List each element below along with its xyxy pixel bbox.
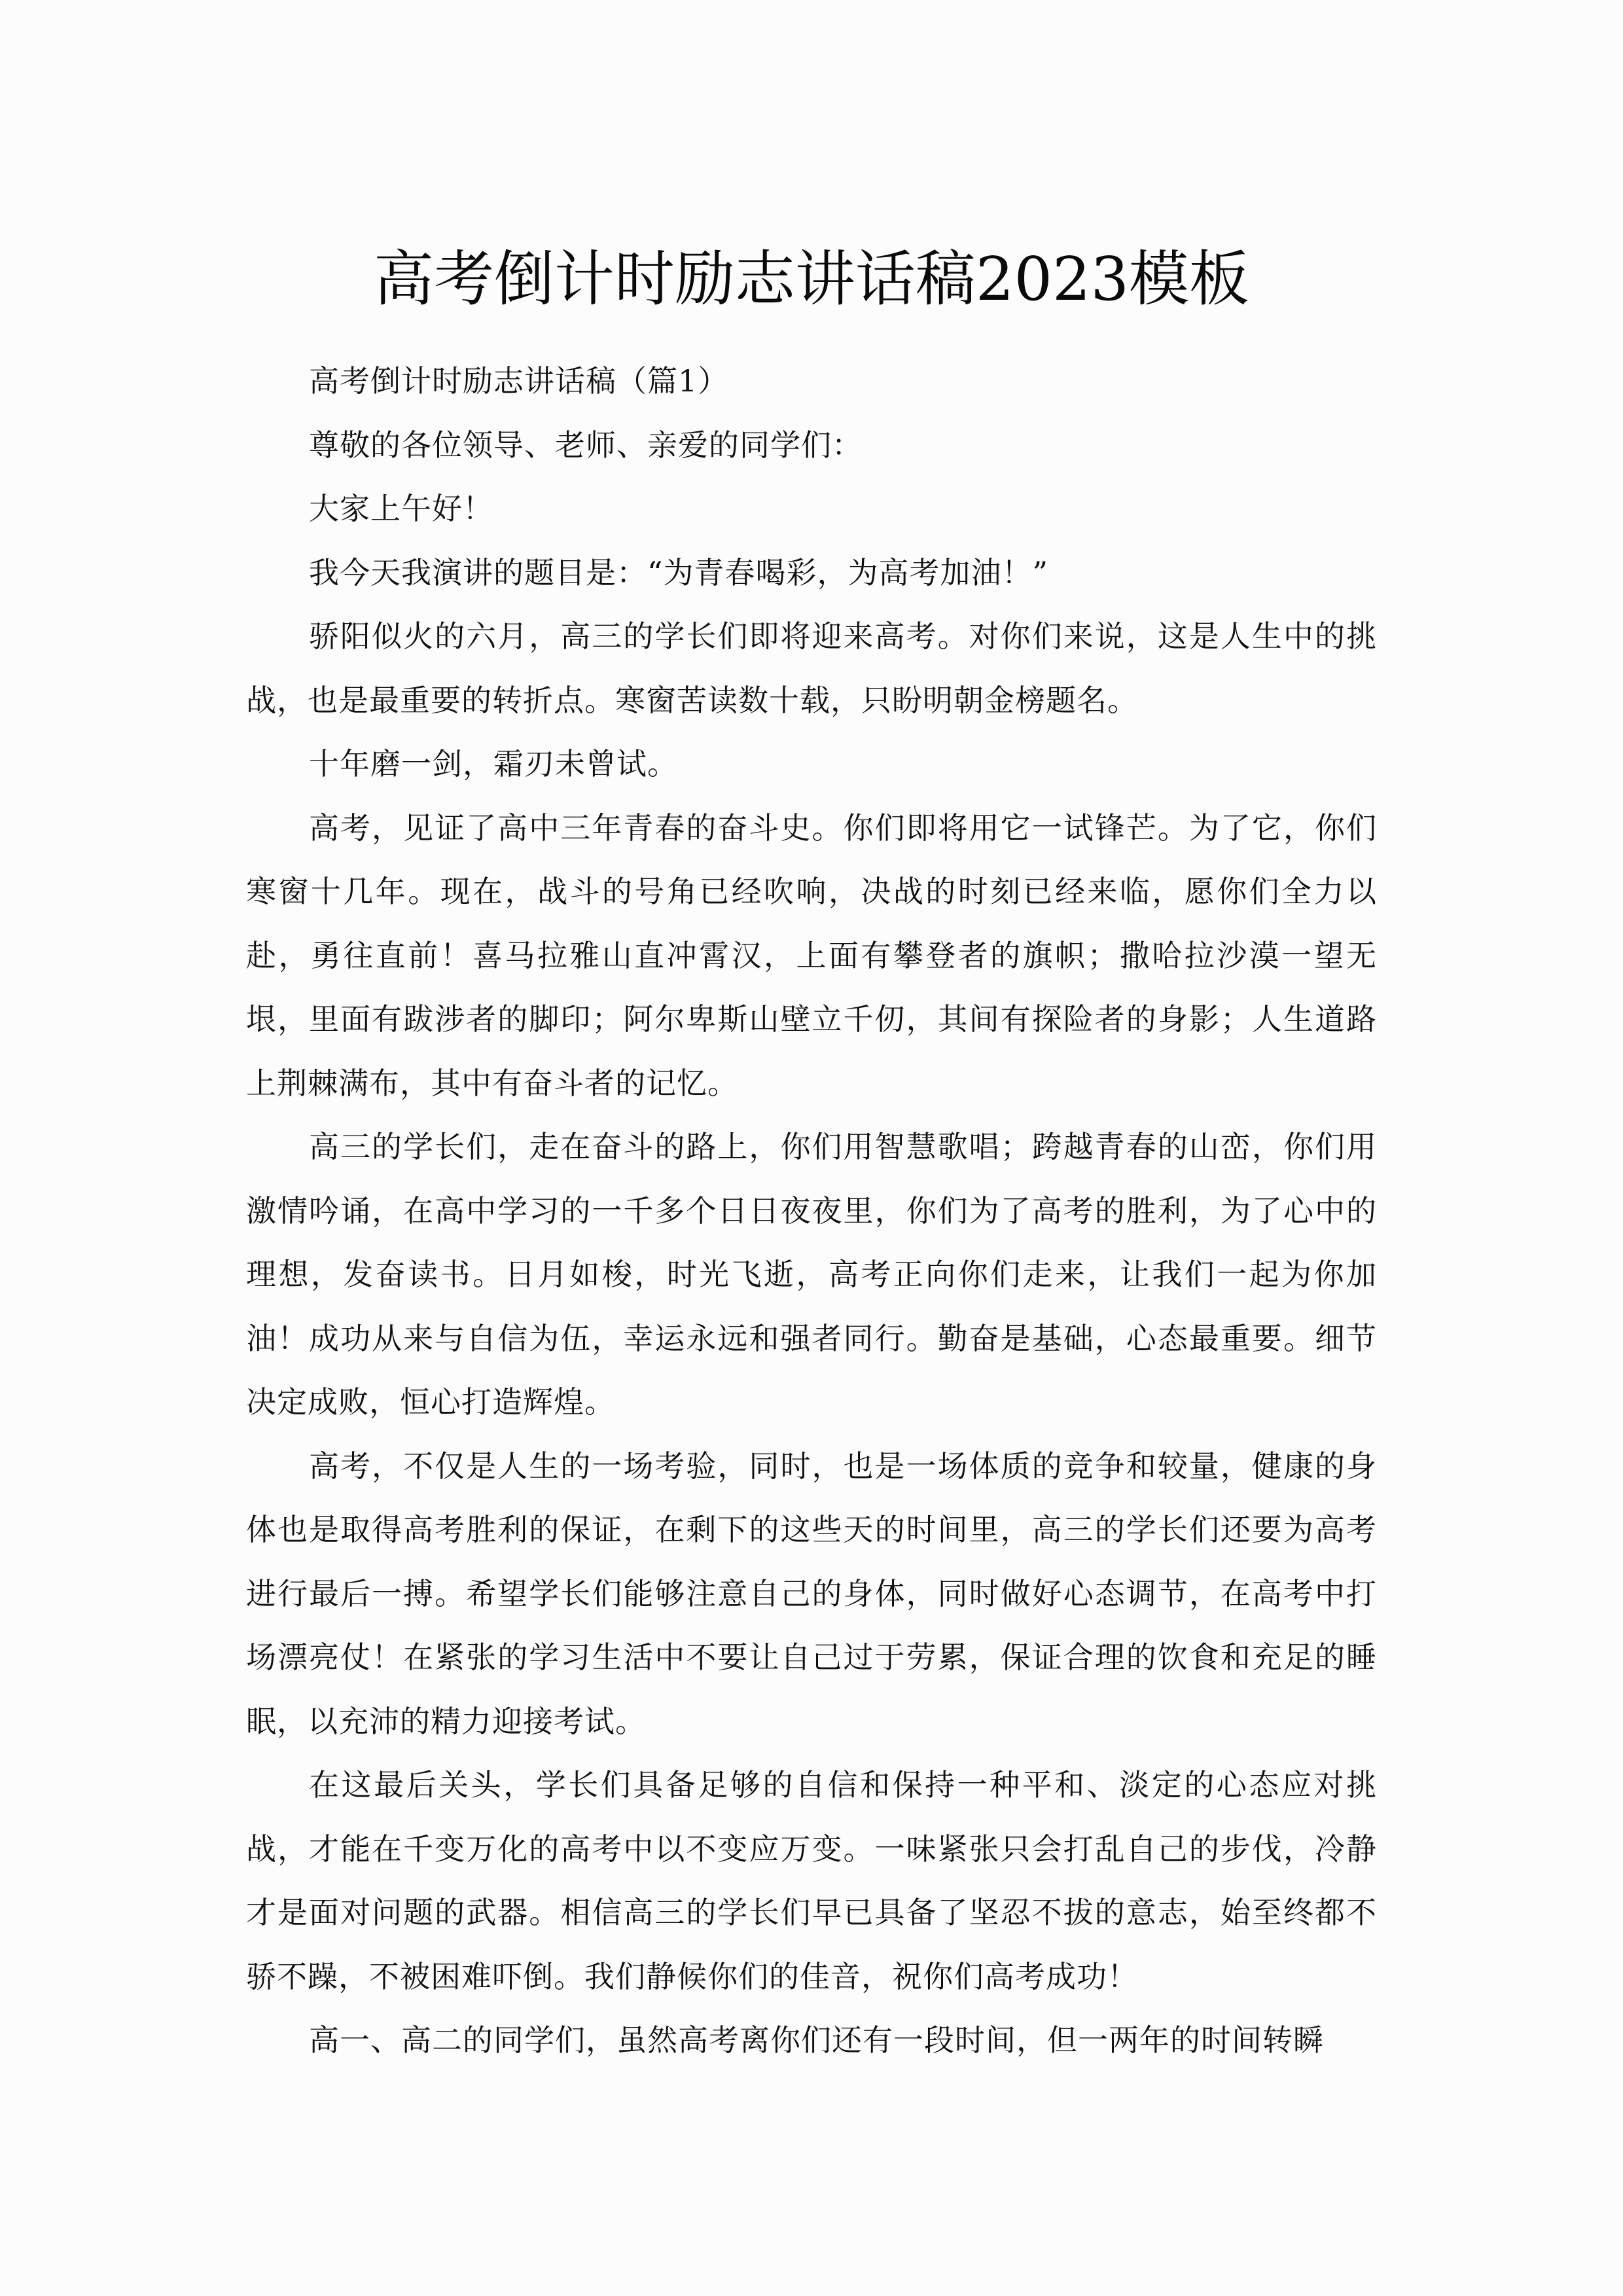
paragraph: 高考，不仅是人生的一场考验，同时，也是一场体质的竞争和较量，健康的身体也是取得高考胜利的保证，在剩下的这些天的时间里，高三的学长们还要为高考进行最后一搏。希望学长们能够注意自己的身体，同时做好心态调节，在高考中打场漂亮仗！在紧张的学习生活中不要让自己过于劳累，保证合理的饮食和充足的睡眠，以充沛的精力迎接考试。 — [246, 1448, 1377, 1739]
document-title: 高考倒计时励志讲话稿2023模板 — [373, 243, 1250, 314]
paragraph: 十年磨一剑，霜刃未曾试。 — [309, 746, 678, 781]
section-heading: 高考倒计时励志讲话稿（篇1） — [309, 363, 729, 399]
paragraph: 高三的学长们，走在奋斗的路上，你们用智慧歌唱；跨越青春的山峦，你们用激情吟诵，在高中学习的一千多个日日夜夜里，你们为了高考的胜利，为了心中的理想，发奋读书。日月如梭，时光飞逝，高考正向你们走来，让我们一起为你加油！成功从来与自信为伍，幸运永远和强者同行。勤奋是基础，心态最重要。细节决定成败，恒心打造辉煌。 — [246, 1129, 1377, 1420]
paragraph-speech-topic: 我今天我演讲的题目是：“为青春喝彩，为高考加油！” — [309, 554, 1049, 590]
paragraph: 在这最后关头，学长们具备足够的自信和保持一种平和、淡定的心态应对挑战，才能在千变万化的高考中以不变应万变。一味紧张只会打乱自己的步伐，冷静才是面对问题的武器。相信高三的学长们早已具备了坚忍不拔的意志，始至终都不骄不躁，不被困难吓倒。我们静候你们的佳音，祝你们高考成功！ — [246, 1767, 1377, 1994]
document-body — [246, 350, 1377, 2073]
paragraph: 高考，见证了高中三年青春的奋斗史。你们即将用它一试锋芒。为了它，你们寒窗十几年。现在，战斗的号角已经吹响，决战的时刻已经来临，愿你们全力以赴，勇往直前！喜马拉雅山直冲霄汉，上面有攀登者的旗帜；撒哈拉沙漠一望无垠，里面有跋涉者的脚印；阿尔卑斯山壁立千仞，其间有探险者的身影；人生道路上荆棘满布，其中有奋斗者的记忆。 — [246, 810, 1377, 1101]
paragraph-greeting: 大家上午好！ — [309, 491, 493, 526]
paragraph: 骄阳似火的六月，高三的学长们即将迎来高考。对你们来说，这是人生中的挑战，也是最重要的转折点。寒窗苦读数十载，只盼明朝金榜题名。 — [246, 619, 1377, 718]
paragraph-salutation: 尊敬的各位领导、老师、亲爱的同学们： — [309, 427, 863, 463]
paragraph: 高一、高二的同学们，虽然高考离你们还有一段时间，但一两年的时间转瞬 — [309, 2022, 1324, 2058]
